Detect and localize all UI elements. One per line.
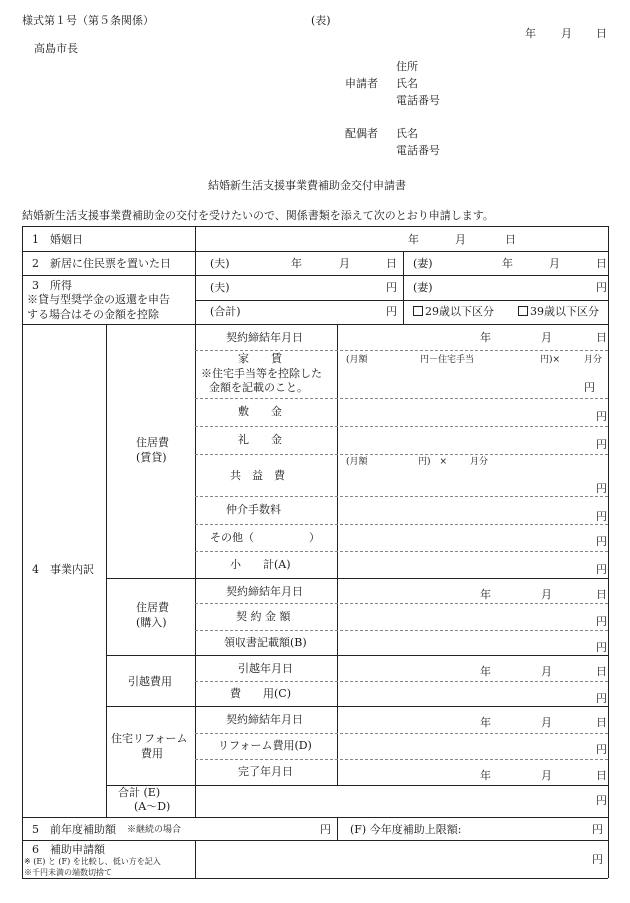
- moving-date-label: 引越年月日: [238, 662, 293, 675]
- total-e-label: 合計 (E): [118, 786, 161, 799]
- common-fee-label: 共 益 費: [230, 469, 285, 482]
- reform-contract-date-label: 契約締結年月日: [226, 713, 303, 726]
- deposit-amount-field[interactable]: 円: [596, 410, 607, 423]
- row1-label: 1 婚姻日: [32, 233, 83, 246]
- reform-completion-label: 完了年月日: [238, 765, 293, 778]
- reform-category-label: 住宅リフォーム: [111, 732, 188, 745]
- applicant-label: 申請者: [345, 77, 378, 90]
- row4-label: 4 事業内訳: [32, 563, 94, 576]
- total-e-sublabel: (A～D): [134, 800, 171, 813]
- form-number: 様式第１号（第５条関係）: [22, 14, 154, 27]
- row3-note-1: ※貸与型奨学金の返還を申告: [27, 293, 170, 306]
- header-date-year: 年: [525, 27, 536, 40]
- rent-subtotal-label: 小 計(A): [230, 558, 291, 571]
- applicant-name-label: 氏名: [396, 77, 418, 90]
- applicant-address-label: 住所: [396, 60, 418, 73]
- reform-cost-amount-field[interactable]: 円: [596, 743, 607, 756]
- moving-cost-amount-field[interactable]: 円: [596, 692, 607, 705]
- header-date-month: 月: [561, 27, 572, 40]
- limit-amount-field[interactable]: 円: [592, 823, 603, 836]
- rent-category-label: 住居費: [136, 436, 169, 449]
- row5-note: ※継続の場合: [127, 825, 182, 835]
- spouse-phone-label: 電話番号: [396, 144, 440, 157]
- purchase-category-sublabel: (購入): [136, 616, 167, 629]
- reform-cost-label: リフォーム費用(D): [218, 739, 312, 752]
- addressee: 高島市長: [34, 42, 78, 55]
- rent-contract-date-label: 契約締結年月日: [226, 331, 303, 344]
- rent-note-1: ※住宅手当等を控除した: [201, 367, 322, 380]
- agency-fee-amount-field[interactable]: 円: [596, 510, 607, 523]
- purchase-contract-amount-field[interactable]: 円: [596, 615, 607, 628]
- spouse-label: 配偶者: [345, 127, 378, 140]
- moving-cost-label: 費 用(C): [230, 687, 291, 700]
- limit-label: (F) 今年度補助上限額:: [350, 823, 462, 836]
- row2-label: 2 新居に住民票を置いた日: [32, 257, 171, 270]
- key-money-label: 礼 金: [238, 433, 282, 446]
- checkbox-39-under[interactable]: 39歳以下区分: [518, 305, 599, 319]
- checkbox-square-icon: [518, 306, 528, 316]
- row3-label: 3 所得: [32, 279, 72, 292]
- row6-note-2: ※千円未満の端数切捨て: [24, 868, 112, 877]
- purchase-category-label: 住居費: [136, 601, 169, 614]
- key-money-amount-field[interactable]: 円: [596, 438, 607, 451]
- deposit-label: 敷 金: [238, 405, 282, 418]
- reform-category-sublabel: 費用: [141, 747, 163, 760]
- document-title: 結婚新生活支援事業費補助金交付申請書: [208, 179, 406, 192]
- intro-text: 結婚新生活支援事業費補助金の交付を受けたいので、関係書類を添えて次のとおり申請します。: [22, 209, 494, 222]
- rent-label: 家 賃: [238, 352, 282, 365]
- rent-category-sublabel: (賃貸): [136, 451, 167, 464]
- row6-note-1: ※ (E) と (F) を比較し、低い方を記入: [24, 857, 161, 866]
- spouse-name-label: 氏名: [396, 127, 418, 140]
- rent-subtotal-amount-field[interactable]: 円: [596, 563, 607, 576]
- moving-category-label: 引越費用: [128, 675, 172, 688]
- row6-label: 6 補助申請額: [32, 843, 105, 856]
- receipt-amount-label: 領収書記載額(B): [224, 636, 307, 649]
- prior-year-amount-field[interactable]: 円: [320, 823, 331, 836]
- checkbox-square-icon: [413, 306, 423, 316]
- other-cost-amount-field[interactable]: 円: [596, 535, 607, 548]
- row3-note-2: する場合はその金額を控除: [27, 308, 159, 321]
- applicant-phone-label: 電話番号: [396, 94, 440, 107]
- row5-label: 5 前年度補助額: [32, 823, 116, 836]
- rent-note-2: 金額を記載のこと。: [209, 381, 308, 394]
- total-e-amount-field[interactable]: 円: [596, 794, 607, 807]
- checkbox-29-under[interactable]: 29歳以下区分: [413, 305, 494, 319]
- form-side: (表): [311, 14, 331, 27]
- requested-amount-field[interactable]: 円: [592, 853, 603, 866]
- purchase-contract-amount-label: 契 約 金 額: [236, 610, 291, 623]
- agency-fee-label: 仲介手数料: [226, 503, 281, 516]
- header-date-day: 日: [596, 27, 607, 40]
- receipt-amount-field[interactable]: 円: [596, 641, 607, 654]
- other-cost-label: その他（ ）: [210, 531, 320, 544]
- purchase-contract-date-label: 契約締結年月日: [226, 585, 303, 598]
